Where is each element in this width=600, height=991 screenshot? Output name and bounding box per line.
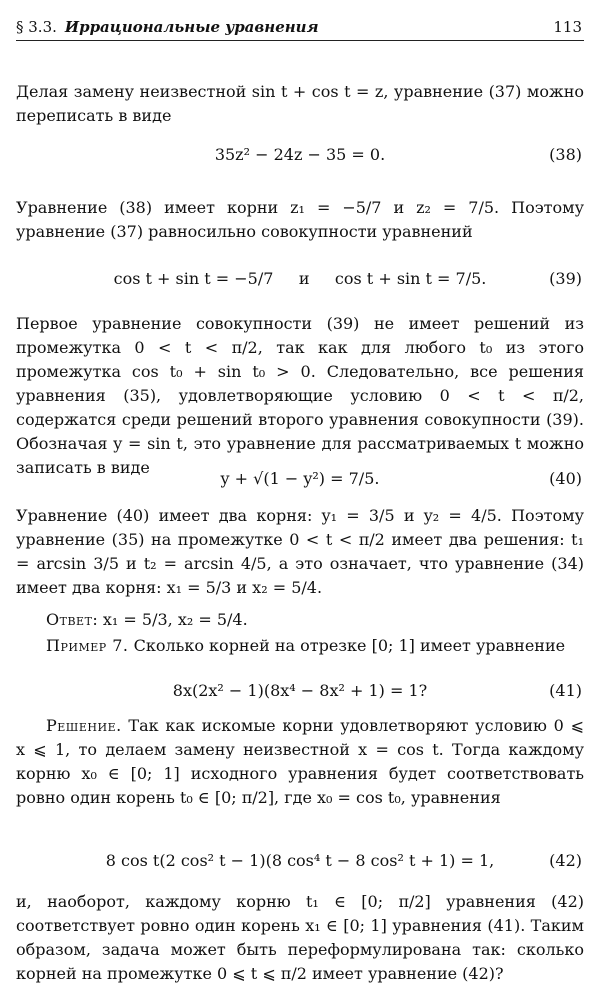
answer-text: : x₁ = 5/3, x₂ = 5/4. <box>92 610 248 629</box>
equation-42 <box>16 846 584 876</box>
example-text: Сколько корней на отрезке [0; 1] имеет уравнение <box>128 636 566 655</box>
page-number: 113 <box>553 18 582 36</box>
solution-text: Так как искомые корни удовлетворяют условию 0 ⩽ x ⩽ 1, то делаем замену неизвестной x = cos t. Тогда каждому корню x₀ ∈ [0; 1] исходного уравнения будет соответствовать ровно один корень t₀ ∈ [0; π/2], где x₀ = cos t₀, уравнения <box>16 716 584 807</box>
equation-39 <box>16 264 584 294</box>
equation-40 <box>16 464 584 494</box>
section-number: § 3.3. <box>16 18 57 36</box>
equation-39-number: (39) <box>549 269 582 288</box>
equation-38-number: (38) <box>549 145 582 164</box>
example-label: Пример 7. <box>46 636 129 655</box>
running-header <box>16 14 584 41</box>
solution-paragraph <box>16 714 584 810</box>
equation-42-math: 8 cos t(2 cos² t − 1)(8 cos⁴ t − 8 cos² t + 1) = 1, <box>105 851 495 870</box>
answer-label: Ответ <box>46 610 93 629</box>
paragraph-roots-38: Уравнение (38) имеет корни z₁ = −5/7 и z₂ = 7/5. Поэтому уравнение (37) равносильно совокупности уравнений <box>16 198 584 241</box>
equation-39-math: cos t + sin t = −5/7 и cos t + sin t = 7/5. <box>113 269 487 288</box>
equation-41 <box>16 676 584 706</box>
equation-41-number: (41) <box>549 681 582 700</box>
answer-line <box>16 608 584 632</box>
equation-42-number: (42) <box>549 851 582 870</box>
equation-40-math: y + √(1 − y²) = 7/5. <box>220 469 380 488</box>
equation-38-math: 35z² − 24z − 35 = 0. <box>214 145 386 164</box>
equation-41-math: 8x(2x² − 1)(8x⁴ − 8x² + 1) = 1? <box>172 681 428 700</box>
paragraph-substitution: Делая замену неизвестной sin t + cos t = z, уравнение (37) можно переписать в виде <box>16 82 584 125</box>
solution-label: Решение. <box>46 716 122 735</box>
section-title: Иррациональные уравнения <box>64 18 319 36</box>
example-7 <box>16 634 584 658</box>
equation-38 <box>16 140 584 170</box>
paragraph-analysis-39: Первое уравнение совокупности (39) не имеет решений из промежутка 0 < t < π/2, так как для любого t₀ из этого промежутка cos t₀ + sin t₀ > 0. Следовательно, все решения уравнения (35), удовлетворяющие условию 0 < t < π/2, содержатся среди решений второго уравнения совокупности (39). Обозначая y = sin t, это уравнение для рассматриваемых t можно записать в виде <box>16 314 584 477</box>
section-heading <box>16 18 319 36</box>
paragraph-conclusion: и, наоборот, каждому корню t₁ ∈ [0; π/2] уравнения (42) соответствует ровно один корень x₁ ∈ [0; 1] уравнения (41). Таким образом, задача может быть переформулирована так: сколько корней на промежутке 0 ⩽ t ⩽ π/2 имеет уравнение (42)? <box>16 892 584 983</box>
paragraph-roots-40: Уравнение (40) имеет два корня: y₁ = 3/5 и y₂ = 4/5. Поэтому уравнение (35) на промежутке 0 < t < π/2 имеет два решения: t₁ = arcsin 3/5 и t₂ = arcsin 4/5, а это означает, что уравнение (34) имеет два корня: x₁ = 5/3 и x₂ = 5/4. <box>16 506 584 597</box>
equation-40-number: (40) <box>549 469 582 488</box>
